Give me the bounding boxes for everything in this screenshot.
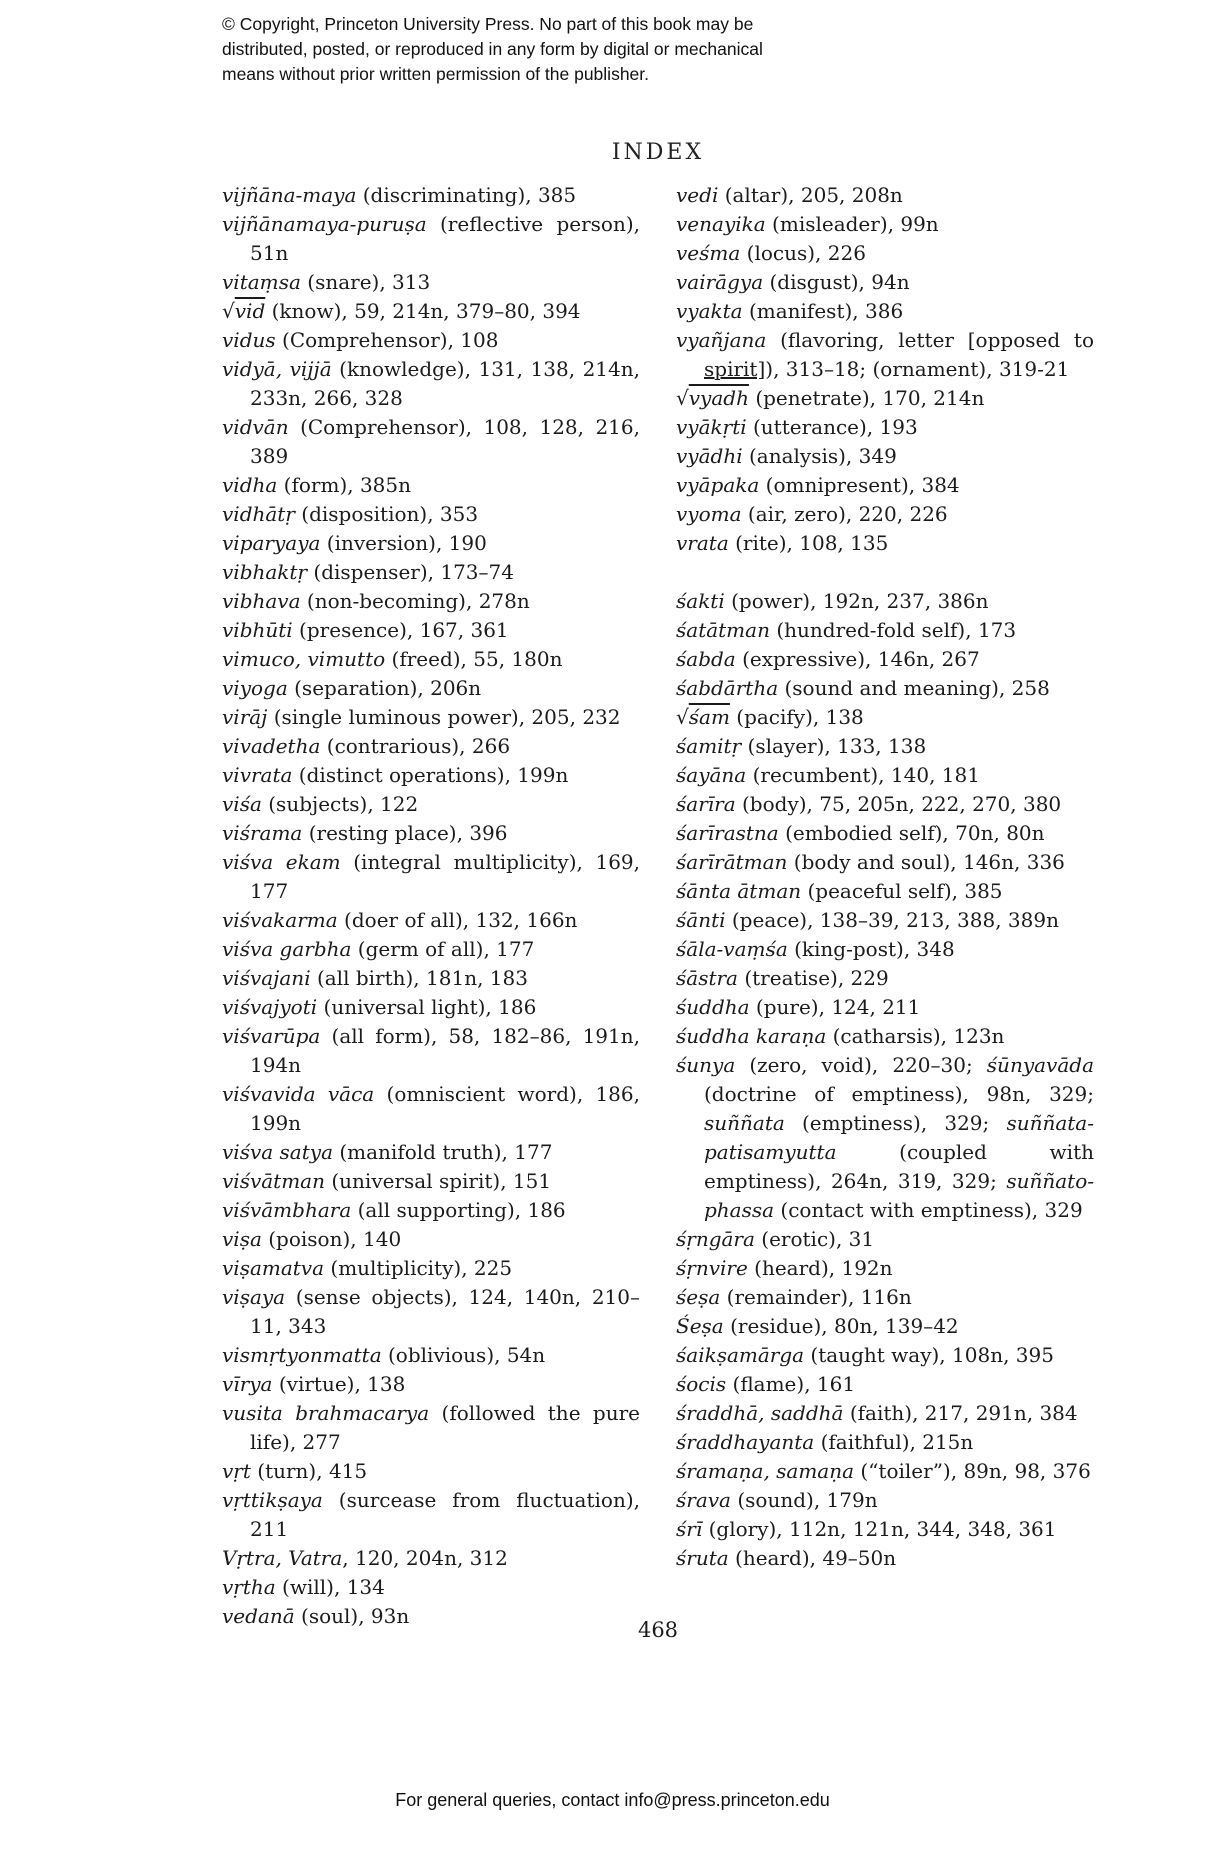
- index-entry: [222, 529, 640, 558]
- index-entry-text: (zero, void), 220–30;: [735, 1053, 987, 1077]
- index-entry: [676, 645, 1094, 674]
- index-entry-text: (locus), 226: [740, 241, 866, 265]
- index-entry: [222, 558, 640, 587]
- index-entry-text: (resting place), 396: [302, 821, 508, 845]
- index-entry-text: ), 313–18; (ornament), 319-21: [765, 357, 1070, 381]
- index-entry: [222, 761, 640, 790]
- index-entry-text: (embodied self), 70n, 80n: [778, 821, 1045, 845]
- index-entry: [222, 1341, 640, 1370]
- index-entry-text: (flame), 161: [726, 1372, 856, 1396]
- index-entry-text: (body and soul), 146n, 336: [787, 850, 1065, 874]
- index-entry-text: (pure), 124, 211: [749, 995, 921, 1019]
- index-headword: vidyā, vijjā: [222, 357, 332, 381]
- index-entry-text: (pacify), 138: [729, 705, 864, 729]
- index-entry: [222, 1022, 640, 1080]
- index-entry: [676, 268, 1094, 297]
- index-entry: [222, 1080, 640, 1138]
- index-entry-text: (slayer), 133, 138: [741, 734, 927, 758]
- index-entry-text: (omnipresent), 384: [759, 473, 960, 497]
- index-entry-text: (misleader), 99n: [765, 212, 939, 236]
- radical-sign: √: [222, 299, 235, 323]
- index-column-left: [222, 181, 640, 1631]
- index-columns: [222, 181, 1094, 1631]
- index-headword: vijñānamaya-puruṣa: [222, 212, 427, 236]
- index-entry-text: (manifold truth), 177: [333, 1140, 553, 1164]
- index-headword: vyoma: [676, 502, 742, 526]
- index-headword: veśma: [676, 241, 741, 265]
- index-headword: śṛnvire: [676, 1256, 748, 1280]
- radical-sign: √: [676, 386, 689, 410]
- index-entry: [222, 297, 640, 326]
- radical-sign: √: [676, 705, 689, 729]
- index-headword: vyākṛti: [676, 415, 747, 439]
- index-entry-text: (erotic), 31: [754, 1227, 875, 1251]
- index-entry: [222, 1544, 640, 1573]
- index-entry: [676, 239, 1094, 268]
- index-headword: viśvarūpa: [222, 1024, 321, 1048]
- index-headword: vṛt: [222, 1459, 251, 1483]
- index-entry-text: (knowledge), 131, 138, 214n, 233n, 266, 328: [250, 357, 640, 410]
- index-entry: [676, 1312, 1094, 1341]
- index-entry-text: (snare), 313: [300, 270, 431, 294]
- index-entry-text: (separation), 206n: [287, 676, 482, 700]
- index-headword: vimuco, vimutto: [222, 647, 386, 671]
- index-headword: viśvāmbhara: [222, 1198, 352, 1222]
- index-entry-text: (doctrine of emptiness), 98n, 329;: [704, 1082, 1094, 1106]
- index-entry: [676, 674, 1094, 703]
- index-entry-text: (integral multiplicity), 169, 177: [250, 850, 640, 903]
- index-entry-text: (hundred-fold self), 173: [769, 618, 1017, 642]
- index-entry: [676, 790, 1094, 819]
- index-headword: vidus: [222, 328, 276, 352]
- index-entry-text: (catharsis), 123n: [826, 1024, 1005, 1048]
- index-headword: viṣamatva: [222, 1256, 325, 1280]
- index-entry-text: (all birth), 181n, 183: [310, 966, 528, 990]
- index-entry-text: (manifest), 386: [742, 299, 904, 323]
- index-headword: vrata: [676, 531, 729, 555]
- index-entry: [676, 297, 1094, 326]
- index-entry: [222, 1399, 640, 1457]
- index-headword: vidhātṛ: [222, 502, 295, 526]
- index-headword: śabdārtha: [676, 676, 779, 700]
- index-entry: [676, 1051, 1094, 1225]
- index-headword: viśvātman: [222, 1169, 325, 1193]
- index-entry-text: (taught way), 108n, 395: [804, 1343, 1054, 1367]
- index-headword: suññata: [704, 1111, 785, 1135]
- index-headword: viṣa: [222, 1227, 262, 1251]
- index-entry-text: (all form), 58, 182–86, 191n, 194n: [250, 1024, 640, 1077]
- index-headword: vedi: [676, 183, 719, 207]
- index-entry: [676, 1254, 1094, 1283]
- index-entry: [222, 1370, 640, 1399]
- index-headword: śrī: [676, 1517, 703, 1541]
- index-headword: vibhūti: [222, 618, 293, 642]
- index-entry-text: (faith), 217, 291n, 384: [843, 1401, 1078, 1425]
- index-entry: [222, 616, 640, 645]
- index-entry: [676, 500, 1094, 529]
- copyright-notice: [222, 12, 763, 87]
- index-entry: [222, 906, 640, 935]
- index-entry: [222, 1138, 640, 1167]
- index-entry-text: (peace), 138–39, 213, 388, 389n: [725, 908, 1059, 932]
- page-number: 468: [637, 1618, 679, 1642]
- index-entry-text: (omniscient word), 186, 199n: [250, 1082, 640, 1135]
- index-headword: śocis: [676, 1372, 727, 1396]
- index-entry-text: (contact with emptiness), 329: [774, 1198, 1083, 1222]
- index-entry-text: (discriminating), 385: [356, 183, 577, 207]
- index-entry: [222, 1254, 640, 1283]
- index-headword: śāstra: [676, 966, 738, 990]
- index-entry-text: (air, zero), 220, 226: [741, 502, 948, 526]
- index-headword: śāla-vaṃśa: [676, 937, 788, 961]
- index-entry: [222, 1283, 640, 1341]
- index-entry-text: (sense objects), 124, 140n, 210–11, 343: [250, 1285, 640, 1338]
- index-entry-text: (king-post), 348: [787, 937, 955, 961]
- index-headword: vivadetha: [222, 734, 321, 758]
- index-headword: viśrama: [222, 821, 303, 845]
- index-entry-text: (utterance), 193: [746, 415, 918, 439]
- index-entry: [676, 181, 1094, 210]
- index-entry: [676, 1457, 1094, 1486]
- radical-root: śam: [688, 705, 730, 729]
- index-entry: [676, 1225, 1094, 1254]
- index-headword: viśvavida vāca: [222, 1082, 375, 1106]
- index-entry-text: (followed the pure life), 277: [250, 1401, 640, 1454]
- index-headword: vyāpaka: [676, 473, 760, 497]
- index-entry-text: (sound), 179n: [730, 1488, 878, 1512]
- index-entry-text: (residue), 80n, 139–42: [723, 1314, 959, 1338]
- copyright-line: © Copyright, Princeton University Press. No part of this book may be: [222, 14, 754, 34]
- index-entry: [676, 819, 1094, 848]
- page-title: INDEX: [611, 140, 705, 165]
- index-headword: śraddhā, saddhā: [676, 1401, 844, 1425]
- index-entry: [222, 703, 640, 732]
- index-entry: [222, 732, 640, 761]
- radical-root: vid: [234, 299, 266, 323]
- index-entry: [676, 471, 1094, 500]
- index-headword: viśva ekam: [222, 850, 341, 874]
- index-entry-text: (peaceful self), 385: [801, 879, 1003, 903]
- index-entry: [676, 732, 1094, 761]
- index-entry: [676, 1399, 1094, 1428]
- index-entry: [222, 848, 640, 906]
- copyright-line: distributed, posted, or reproduced in any form by digital or mechanical: [222, 39, 763, 59]
- index-entry: [222, 1457, 640, 1486]
- index-entry: [676, 442, 1094, 471]
- index-headword: śānta ātman: [676, 879, 802, 903]
- index-entry: [222, 181, 640, 210]
- index-entry-text: (heard), 192n: [747, 1256, 893, 1280]
- index-entry: [222, 645, 640, 674]
- index-entry: [222, 993, 640, 1022]
- index-headword: śūnyavāda: [986, 1053, 1094, 1077]
- index-entry-text: (altar), 205, 208n: [718, 183, 903, 207]
- index-entry: [676, 848, 1094, 877]
- index-entry-text: (treatise), 229: [737, 966, 889, 990]
- index-entry: [676, 703, 1094, 732]
- index-entry-text: (Comprehensor), 108: [275, 328, 499, 352]
- index-headword: vṛtha: [222, 1575, 276, 1599]
- index-entry-text: (dispenser), 173–74: [307, 560, 514, 584]
- index-headword: śakti: [676, 589, 725, 613]
- index-headword: Śeṣa: [676, 1314, 724, 1338]
- index-entry: [676, 1283, 1094, 1312]
- index-entry-text: (oblivious), 54n: [381, 1343, 546, 1367]
- index-entry-text: (faithful), 215n: [814, 1430, 974, 1454]
- index-entry-text: (reflective person), 51n: [250, 212, 640, 265]
- index-entry-text: (Comprehensor), 108, 128, 216, 389: [250, 415, 640, 468]
- index-entry-text: (all supporting), 186: [351, 1198, 566, 1222]
- index-headword: śabda: [676, 647, 736, 671]
- index-entry-text: (form), 385n: [277, 473, 412, 497]
- index-headword: vairāgya: [676, 270, 764, 294]
- index-entry-text: (contrarious), 266: [320, 734, 511, 758]
- index-entry: [676, 587, 1094, 616]
- index-headword: virāj: [222, 705, 268, 729]
- index-entry: [222, 674, 640, 703]
- index-headword: vitaṃsa: [222, 270, 301, 294]
- index-entry-text: (germ of all), 177: [351, 937, 535, 961]
- index-entry: [676, 906, 1094, 935]
- index-headword: vyādhi: [676, 444, 743, 468]
- index-headword: vismṛtyonmatta: [222, 1343, 382, 1367]
- index-entry: [222, 355, 640, 413]
- index-entry-text: (soul), 93n: [294, 1604, 410, 1628]
- index-headword: viśvakarma: [222, 908, 338, 932]
- index-entry: [222, 268, 640, 297]
- index-entry: [676, 1341, 1094, 1370]
- index-headword: Vṛtra, Vatra: [222, 1546, 343, 1570]
- index-entry-text: (universal spirit), 151: [325, 1169, 552, 1193]
- index-entry: [222, 1573, 640, 1602]
- index-entry: [222, 1225, 640, 1254]
- index-entry-text: , 120, 204n, 312: [342, 1546, 508, 1570]
- index-entry: [676, 1428, 1094, 1457]
- index-entry-text: (body), 75, 205n, 222, 270, 380: [735, 792, 1062, 816]
- index-entry-text: (sound and meaning), 258: [778, 676, 1050, 700]
- index-entry: [676, 1370, 1094, 1399]
- index-entry: [222, 500, 640, 529]
- index-headword: śaikṣamārga: [676, 1343, 805, 1367]
- index-headword: śatātman: [676, 618, 770, 642]
- index-headword: śrava: [676, 1488, 731, 1512]
- index-headword: śarīrātman: [676, 850, 788, 874]
- index-headword: śṛngāra: [676, 1227, 755, 1251]
- index-headword: vyañjana: [676, 328, 767, 352]
- index-entry: [222, 471, 640, 500]
- index-headword: vṛttikṣaya: [222, 1488, 323, 1512]
- index-entry: [222, 1167, 640, 1196]
- index-headword: viparyaya: [222, 531, 321, 555]
- index-headword: vibhava: [222, 589, 301, 613]
- index-entry: [676, 1486, 1094, 1515]
- index-column-right: [676, 181, 1094, 1631]
- index-entry-text: (recumbent), 140, 181: [746, 763, 980, 787]
- index-headword: śruta: [676, 1546, 729, 1570]
- footer-contact: For general queries, contact info@press.princeton.edu: [395, 1790, 830, 1810]
- index-entry: [222, 790, 640, 819]
- index-entry: [676, 761, 1094, 790]
- index-headword: vusita brahmacarya: [222, 1401, 430, 1425]
- index-entry-text: (surcease from fluctuation), 211: [250, 1488, 640, 1541]
- index-headword: vibhaktṛ: [222, 560, 308, 584]
- index-entry-text: (non-becoming), 278n: [300, 589, 530, 613]
- index-headword: śānti: [676, 908, 726, 932]
- index-entry-text: (analysis), 349: [742, 444, 897, 468]
- index-entry-text: (doer of all), 132, 166n: [337, 908, 578, 932]
- index-entry-text: (will), 134: [275, 1575, 385, 1599]
- index-entry-text: (expressive), 146n, 267: [735, 647, 980, 671]
- index-entry: [676, 1544, 1094, 1573]
- index-entry-text: (turn), 415: [250, 1459, 368, 1483]
- index-entry-text: (emptiness), 329;: [784, 1111, 1007, 1135]
- index-entry-text: (inversion), 190: [320, 531, 487, 555]
- index-entry: [676, 964, 1094, 993]
- index-headword: śunya: [676, 1053, 736, 1077]
- index-headword: suññata-patisamyutta: [704, 1111, 1094, 1164]
- index-headword: śramaṇa, samaṇa: [676, 1459, 855, 1483]
- index-headword: śuddha karaṇa: [676, 1024, 827, 1048]
- index-entry: [676, 413, 1094, 442]
- index-headword: viśva satya: [222, 1140, 333, 1164]
- index-entry-text: (flavoring, letter [opposed to: [766, 328, 1094, 352]
- index-headword: viṣaya: [222, 1285, 286, 1309]
- index-entry-text: (subjects), 122: [261, 792, 419, 816]
- index-entry-text: (power), 192n, 237, 386n: [724, 589, 989, 613]
- index-entry: [676, 616, 1094, 645]
- index-headword: vīrya: [222, 1372, 273, 1396]
- copyright-line: means without prior written permission of the publisher.: [222, 64, 650, 84]
- index-entry-text: (distinct operations), 199n: [292, 763, 569, 787]
- index-entry-text: (rite), 108, 135: [728, 531, 889, 555]
- index-entry: [222, 587, 640, 616]
- index-entry: [676, 877, 1094, 906]
- index-entry-text: (multiplicity), 225: [324, 1256, 513, 1280]
- index-headword: śarīra: [676, 792, 736, 816]
- index-entry: [222, 935, 640, 964]
- index-headword: vidha: [222, 473, 278, 497]
- index-headword: venayika: [676, 212, 766, 236]
- index-entry: [222, 326, 640, 355]
- index-entry-text: (heard), 49–50n: [728, 1546, 897, 1570]
- index-entry-text: (disgust), 94n: [763, 270, 910, 294]
- index-entry-text: (glory), 112n, 121n, 344, 348, 361: [702, 1517, 1057, 1541]
- index-entry-text: spirit]: [704, 357, 766, 381]
- index-entry: [676, 1515, 1094, 1544]
- index-headword: vidvān: [222, 415, 289, 439]
- index-entry-text: (coupled with emptiness), 264n, 319, 329;: [704, 1140, 1094, 1193]
- index-headword: viśa: [222, 792, 262, 816]
- index-entry: [222, 1196, 640, 1225]
- index-entry-text: (single luminous power), 205, 232: [267, 705, 621, 729]
- index-entry-text: (disposition), 353: [294, 502, 479, 526]
- index-entry: [222, 210, 640, 268]
- index-entry: [676, 993, 1094, 1022]
- radical-root: vyadh: [688, 386, 749, 410]
- index-headword: viśva garbha: [222, 937, 352, 961]
- index-entry: [676, 384, 1094, 413]
- index-entry-text: (remainder), 116n: [720, 1285, 912, 1309]
- index-entry: [676, 210, 1094, 239]
- index-entry: [222, 1486, 640, 1544]
- index-headword: viyoga: [222, 676, 288, 700]
- index-entry-text: (“toiler”), 89n, 98, 376: [854, 1459, 1091, 1483]
- index-entry: [676, 1022, 1094, 1051]
- index-headword: śuddha: [676, 995, 750, 1019]
- index-entry: [676, 529, 1094, 558]
- index-headword: śarīrastna: [676, 821, 779, 845]
- index-entry: [222, 819, 640, 848]
- index-headword: śamitṛ: [676, 734, 742, 758]
- index-headword: viśvajani: [222, 966, 311, 990]
- index-entry-text: (universal light), 186: [317, 995, 537, 1019]
- index-entry: [222, 413, 640, 471]
- page-body: [222, 140, 1094, 1631]
- index-headword: śayāna: [676, 763, 747, 787]
- index-headword: vivrata: [222, 763, 293, 787]
- index-entry-text: (poison), 140: [261, 1227, 402, 1251]
- index-headword: śeṣa: [676, 1285, 721, 1309]
- index-entry: [222, 964, 640, 993]
- index-entry-text: (penetrate), 170, 214n: [748, 386, 985, 410]
- index-entry-text: (freed), 55, 180n: [385, 647, 563, 671]
- index-headword: vijñāna-maya: [222, 183, 357, 207]
- index-entry: [676, 326, 1094, 384]
- index-headword: vyakta: [676, 299, 743, 323]
- index-entry: [676, 935, 1094, 964]
- index-headword: vedanā: [222, 1604, 295, 1628]
- index-entry-text: (virtue), 138: [272, 1372, 406, 1396]
- index-headword: viśvajyoti: [222, 995, 318, 1019]
- index-headword: suññato-phassa: [704, 1169, 1094, 1222]
- index-headword: śraddhayanta: [676, 1430, 815, 1454]
- index-entry-text: (presence), 167, 361: [292, 618, 509, 642]
- index-entry-text: (know), 59, 214n, 379–80, 394: [265, 299, 581, 323]
